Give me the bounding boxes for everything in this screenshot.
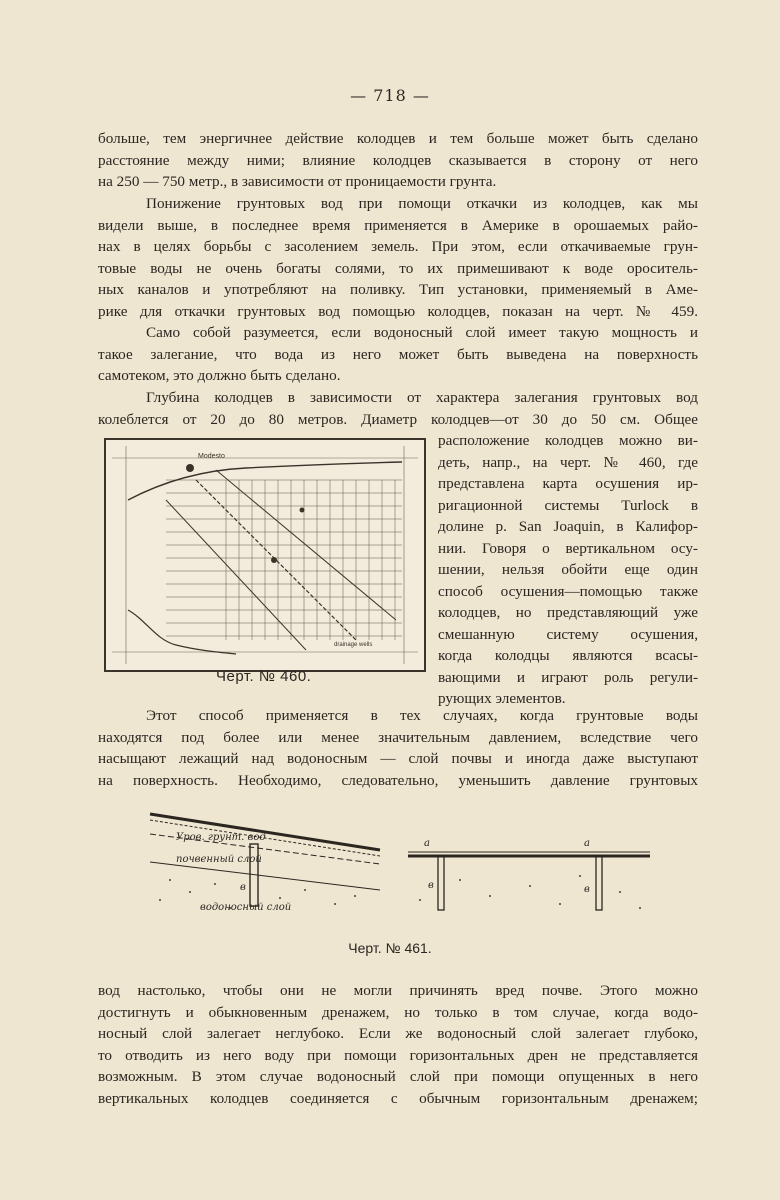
label-aquifer: водоносный слой <box>200 902 292 913</box>
paragraph-5 <box>98 705 698 791</box>
label-soil-layer: почвенный слой <box>176 854 262 865</box>
text-line: шении, нельзя обойти еще один <box>438 561 698 578</box>
paragraph-6 <box>98 980 698 1109</box>
text-line: ных каналов и употребляют на поливку. Тип установки, применяемый в Аме- <box>98 281 698 298</box>
text-line: товые воды не очень богаты солями, то их примешивают к воде ороситель- <box>98 259 698 277</box>
text-line: то отводить из него воду при помощи горизонтальных дрен не представляется <box>98 1046 698 1064</box>
label-a-left: а <box>424 838 430 849</box>
figure-460-map <box>104 438 426 672</box>
text-line: рующих элементов. <box>438 690 566 707</box>
text-line: вод настолько, чтобы они не могли причинять вред почве. Этого можно <box>98 982 698 999</box>
text-line: возможным. В этом случае водоносный слой при помощи опущенных в него <box>98 1068 698 1085</box>
text-line: долине р. San Joaquin, в Калифор- <box>438 518 698 535</box>
label-b-left: в <box>240 882 246 893</box>
text-line: нах в целях борьбы с засолением земель. При этом, если откачиваемые грун- <box>98 238 698 255</box>
text-line: деть, напр., на черт. № 460, где <box>438 453 698 471</box>
map-city-label: Modesto <box>198 453 225 460</box>
text-line: самотеком, это должно быть сделано. <box>98 367 341 384</box>
figure-460-caption: Черт. № 460. <box>216 668 312 685</box>
text-line: носный слой залегает неглубоко. Если же водоносный слой залегает глубоко, <box>98 1025 698 1042</box>
text-line: смешанную систему осушения, <box>438 625 698 643</box>
label-a-right: а <box>584 838 590 849</box>
text-line: вертикальных колодцев соединяется с обычным горизонтальным дренажем; <box>98 1089 698 1107</box>
paragraph-4-narrow <box>438 430 698 710</box>
text-line: рике для откачки грунтовых вод помощью колодцев, показан на черт. № 459. <box>98 302 698 320</box>
text-line: на 250 — 750 метр., в зависимости от проницаемости грунта. <box>98 173 497 190</box>
text-line: больше, тем энергичнее действие колодцев и тем больше может быть сделано <box>98 130 698 147</box>
text-line: представлена карта осушения ир- <box>438 475 698 492</box>
figure-461-diagram <box>140 800 660 930</box>
map-legend: drainage wells <box>334 642 373 648</box>
text-line: Понижение грунтовых вод при помощи откачки из колодцев, как мы <box>146 195 698 212</box>
label-b-mid: в <box>428 880 434 891</box>
text-line: когда колодцы являются всасы- <box>438 647 698 664</box>
label-water-level: Уров. грунт. вод <box>176 832 266 843</box>
map-drawing <box>106 440 424 670</box>
paragraph-4 <box>98 387 698 430</box>
text-line: расположение колодцев можно ви- <box>438 432 698 449</box>
text-line: колодцев, но представляющий уже <box>438 604 698 621</box>
page-number: — 718 — <box>350 86 430 105</box>
label-b-right: в <box>584 884 590 895</box>
well-diagram <box>140 800 660 930</box>
text-line: находятся под более или менее значительным давлением, вследствие чего <box>98 728 698 746</box>
paragraph-1 <box>98 128 698 193</box>
text-line: вающими и играют роль регули- <box>438 668 698 686</box>
text-line: такое залегание, что вода из него может быть выведена на поверхность <box>98 345 698 363</box>
text-line: расстояние между ними; влияние колодцев сказывается в сторону от него <box>98 151 698 169</box>
text-line: ригационной системы Turlock в <box>438 496 698 514</box>
text-line: колеблется от 20 до 80 метров. Диаметр колодцев—от 30 до 50 см. Общее <box>98 410 698 428</box>
text-line: видели выше, в последнее время применяется в Америке в орошаемых райо- <box>98 216 698 234</box>
text-line: насыщают лежащий над водоносным — слой почвы и иногда даже выступают <box>98 750 698 767</box>
text-line: Само собой разумеется, если водоносный слой имеет такую мощность и <box>146 324 698 341</box>
paragraph-2 <box>98 193 698 322</box>
text-line: Этот способ применяется в тех случаях, когда грунтовые воды <box>146 707 698 724</box>
text-line: Глубина колодцев в зависимости от характера залегания грунтовых вод <box>146 389 698 406</box>
text-line: достигнуть и обыкновенным дренажем, но только в том случае, когда водо- <box>98 1003 698 1021</box>
text-line: способ осушения—помощью также <box>438 582 698 600</box>
paragraph-3 <box>98 322 698 387</box>
text-line: нии. Говоря о вертикальном осу- <box>438 539 698 557</box>
text-line: на поверхность. Необходимо, следовательно, уменьшить давление грунтовых <box>98 771 698 789</box>
figure-461-caption: Черт. № 461. <box>348 940 432 956</box>
